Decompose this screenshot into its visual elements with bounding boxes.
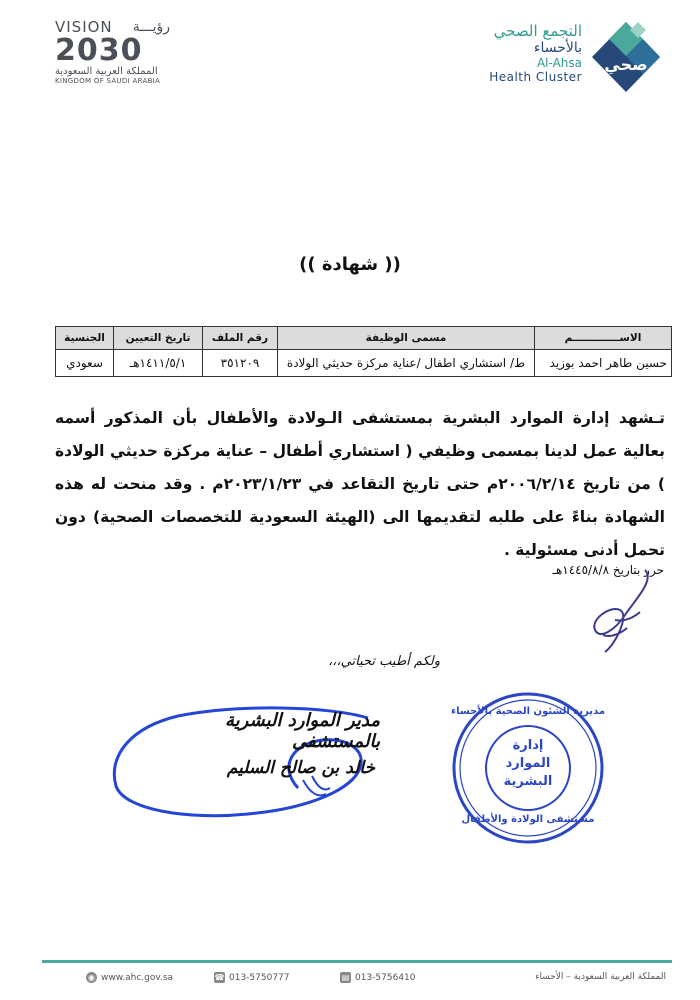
cell-file-number: ٣٥١٢٠٩ [203,350,278,377]
written-date: حرر بتاريخ ١٤٤٥/٨/٨هـ [552,563,664,577]
vision-kingdom-en: KINGDOM OF SAUDI ARABIA [55,77,161,85]
phone-icon: ☎ [214,973,225,982]
footer-phone [214,972,290,983]
footer-location [535,972,666,982]
header-job-title: مسمى الوظيفة [278,327,535,350]
fax-icon: ▤ [341,973,350,982]
manager-title: مدير الموارد البشرية بالمستشفى [224,710,380,752]
table-row [56,350,672,377]
vision-label: VISION [55,18,113,36]
footer-fax [340,972,416,983]
header-hire-date: تاريخ التعيين [114,327,203,350]
footer-website [86,972,173,983]
globe-icon: ◉ [86,972,97,983]
certificate-title: (( شهادة )) [299,254,401,275]
footer [42,968,672,990]
header-nationality: الجنسية [56,327,114,350]
official-stamp [448,688,608,848]
vision-2030-logo [55,18,170,98]
employee-info-table [55,326,672,377]
stamp-center-1: إدارة [512,738,544,753]
header-file-number: رقم الملف [203,327,278,350]
vision-year: 2030 [55,33,143,68]
health-cluster-logo [470,18,670,98]
cell-name: حسين طاهر احمد بوزيد [535,350,672,377]
website-text: www.ahc.gov.sa [101,973,174,983]
vision-label-ar: رؤيـــة [132,19,170,35]
stamp-ring-text: مديرية الشئون الصحية بالأحساء [450,706,606,717]
fax-text: 013-5756410 [355,973,416,983]
cell-job-title: ط/ استشاري اطفال /عناية مركزة حديثي الولادة [278,350,535,377]
cluster-name-ar-2: بالأحساء [533,40,582,56]
cluster-diamond-icon [588,18,664,96]
manager-name: خالد بن صالح السليم [226,758,375,778]
stamp-center-3: البشرية [503,774,553,789]
cluster-name-en-1: Al-Ahsa [536,56,582,70]
regards-text: ولكم أطيب تحياتي،،، [328,654,440,669]
cell-hire-date: ١٤١١/٥/١هـ [114,350,203,377]
certificate-body: تـشهد إدارة الموارد البشرية بمستشفى الـولادة والأطفال بأن المذكور أسمه بعالية عمل لدينا بمسمى وظيفي ( استشاري أطفال – عناية مركزة حديثي الولادة ) من تاريخ ٢٠٠٦/٢/١٤م حتى تاريخ التقاعد في ٢٠٢٣/١/٢٣م . وقد منحت له هذه الشهادة بناءً على طلبه لتقديمها الى (الهيئة السعودية للتخصصات الصحية) دون تحمل أدنى مسئولية . [55,409,665,559]
cluster-name-en-2: Health Cluster [489,70,582,84]
cluster-logo-glyph: صحي [604,55,648,74]
footer-divider [42,960,672,963]
stamp-bottom-text: مستشفى الولادة والأطفال [461,814,595,825]
stamp-center-2: الموارد [505,756,551,771]
cluster-name-ar-1: التجمع الصحي [493,22,582,40]
location-text: المملكة العربية السعودية – الأحساء [535,972,666,982]
vision-kingdom-ar: المملكة العربية السعودية [55,66,158,77]
phone-text: 013-5750777 [229,973,290,983]
upper-signature [585,560,665,660]
cell-nationality: سعودي [56,350,114,377]
table-header-row [56,327,672,350]
header-name: الاســـــــــــــم [535,327,672,350]
